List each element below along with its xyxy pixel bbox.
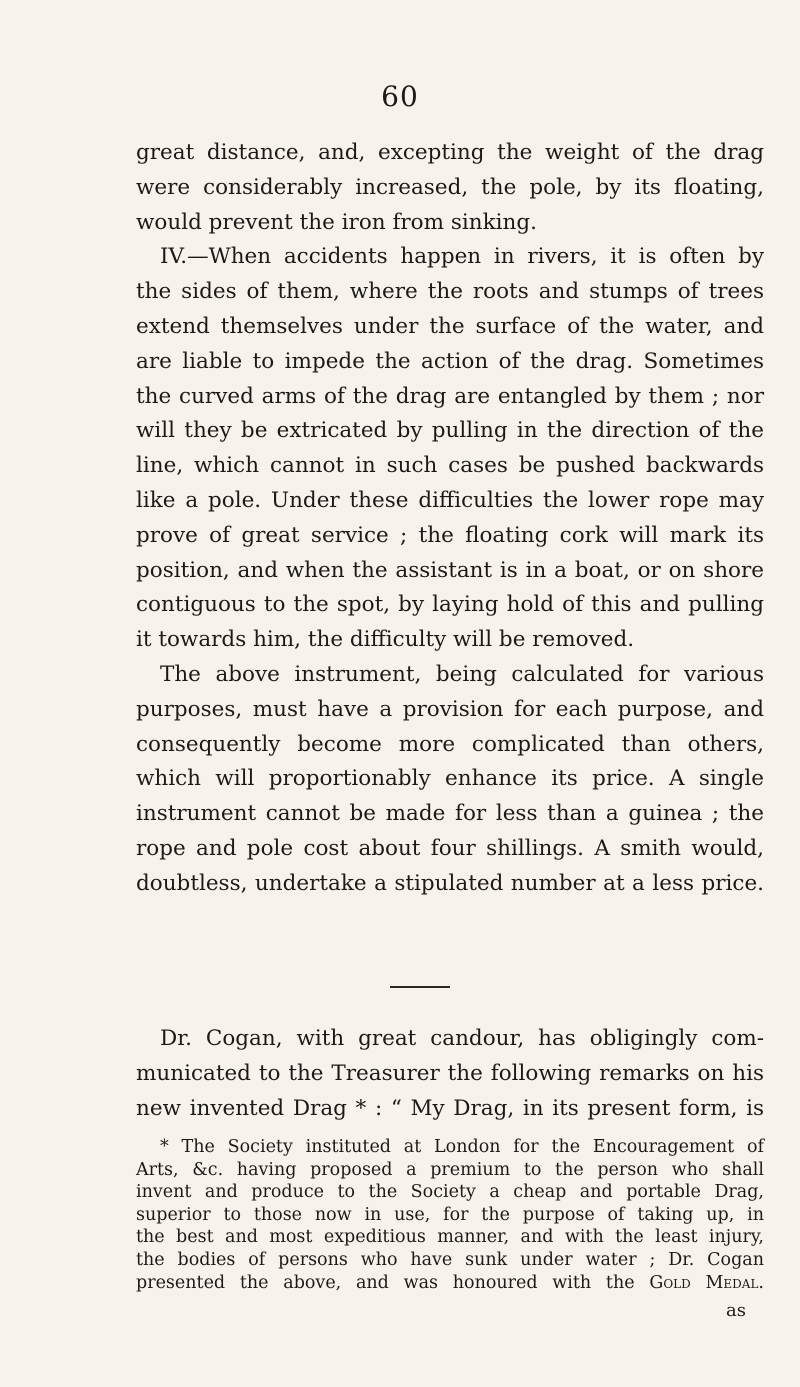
text-line: municated to the Treasurer the following remarks on his	[136, 1060, 764, 1086]
text-line: The above instrument, being calculated for various	[160, 661, 764, 687]
footnote-line: * The Society instituted at London for the Encouragement of	[160, 1137, 764, 1157]
text-line: are liable to impede the action of the drag. Sometimes	[136, 348, 764, 374]
gold-medal-text: Gold Medal.	[649, 1272, 764, 1293]
text-line: it towards him, the difficulty will be removed.	[136, 627, 635, 653]
text-line: consequently become more complicated than others,	[136, 731, 764, 757]
section-divider	[390, 986, 450, 988]
text-line: IV.—When accidents happen in rivers, it is often by	[160, 244, 764, 270]
footnote	[136, 1136, 764, 1294]
footnote-line: the best and most expeditious manner, and with the least injury,	[136, 1227, 764, 1248]
footnote-line: superior to those now in use, for the purpose of taking up, in	[136, 1204, 764, 1225]
body-text	[136, 136, 764, 902]
footnote-line: the bodies of persons who have sunk under water ; Dr. Cogan	[136, 1249, 764, 1270]
footnote-last-line	[136, 1272, 764, 1295]
footnote-line-text: presented the above, and was honoured with the	[136, 1272, 635, 1293]
text-line: purposes, must have a provision for each purpose, and	[136, 696, 764, 722]
text-line: extend themselves under the surface of the water, and	[136, 313, 764, 339]
text-line: Dr. Cogan, with great candour, has obligingly com-	[160, 1026, 764, 1051]
text-line: were considerably increased, the pole, by its floating,	[136, 174, 764, 200]
footnote-line: Arts, &c. having proposed a premium to the person who shall	[136, 1159, 764, 1180]
text-line: position, and when the assistant is in a boat, or on shore	[136, 557, 764, 583]
text-line: prove of great service ; the floating cork will mark its	[136, 522, 764, 548]
text-line: line, which cannot in such cases be pushed backwards	[136, 453, 764, 479]
text-line: rope and pole cost about four shillings. A smith would,	[136, 835, 764, 861]
footnote-line: invent and produce to the Society a cheap and portable Drag,	[136, 1182, 764, 1203]
text-line: will they be extricated by pulling in the direction of the	[136, 418, 764, 444]
text-line: instrument cannot be made for less than a guinea ; the	[136, 801, 764, 827]
text-line: which will proportionably enhance its price. A single	[136, 766, 764, 792]
text-line: new invented Drag * : “ My Drag, in its present form, is	[136, 1095, 764, 1121]
text-line: would prevent the iron from sinking.	[136, 209, 537, 235]
text-line: contiguous to the spot, by laying hold of this and pulling	[136, 592, 764, 618]
body-text-continued	[136, 1022, 764, 1126]
text-line: great distance, and, excepting the weight of the drag	[136, 140, 764, 165]
text-line: the curved arms of the drag are entangled by them ; nor	[136, 383, 764, 409]
text-line: doubtless, undertake a stipulated number at a less price.	[136, 870, 764, 896]
catchword: as	[726, 1300, 746, 1321]
page-number: 60	[381, 80, 419, 113]
text-line: the sides of them, where the roots and stumps of trees	[136, 279, 764, 305]
text-line: like a pole. Under these difficulties the lower rope may	[136, 487, 764, 513]
